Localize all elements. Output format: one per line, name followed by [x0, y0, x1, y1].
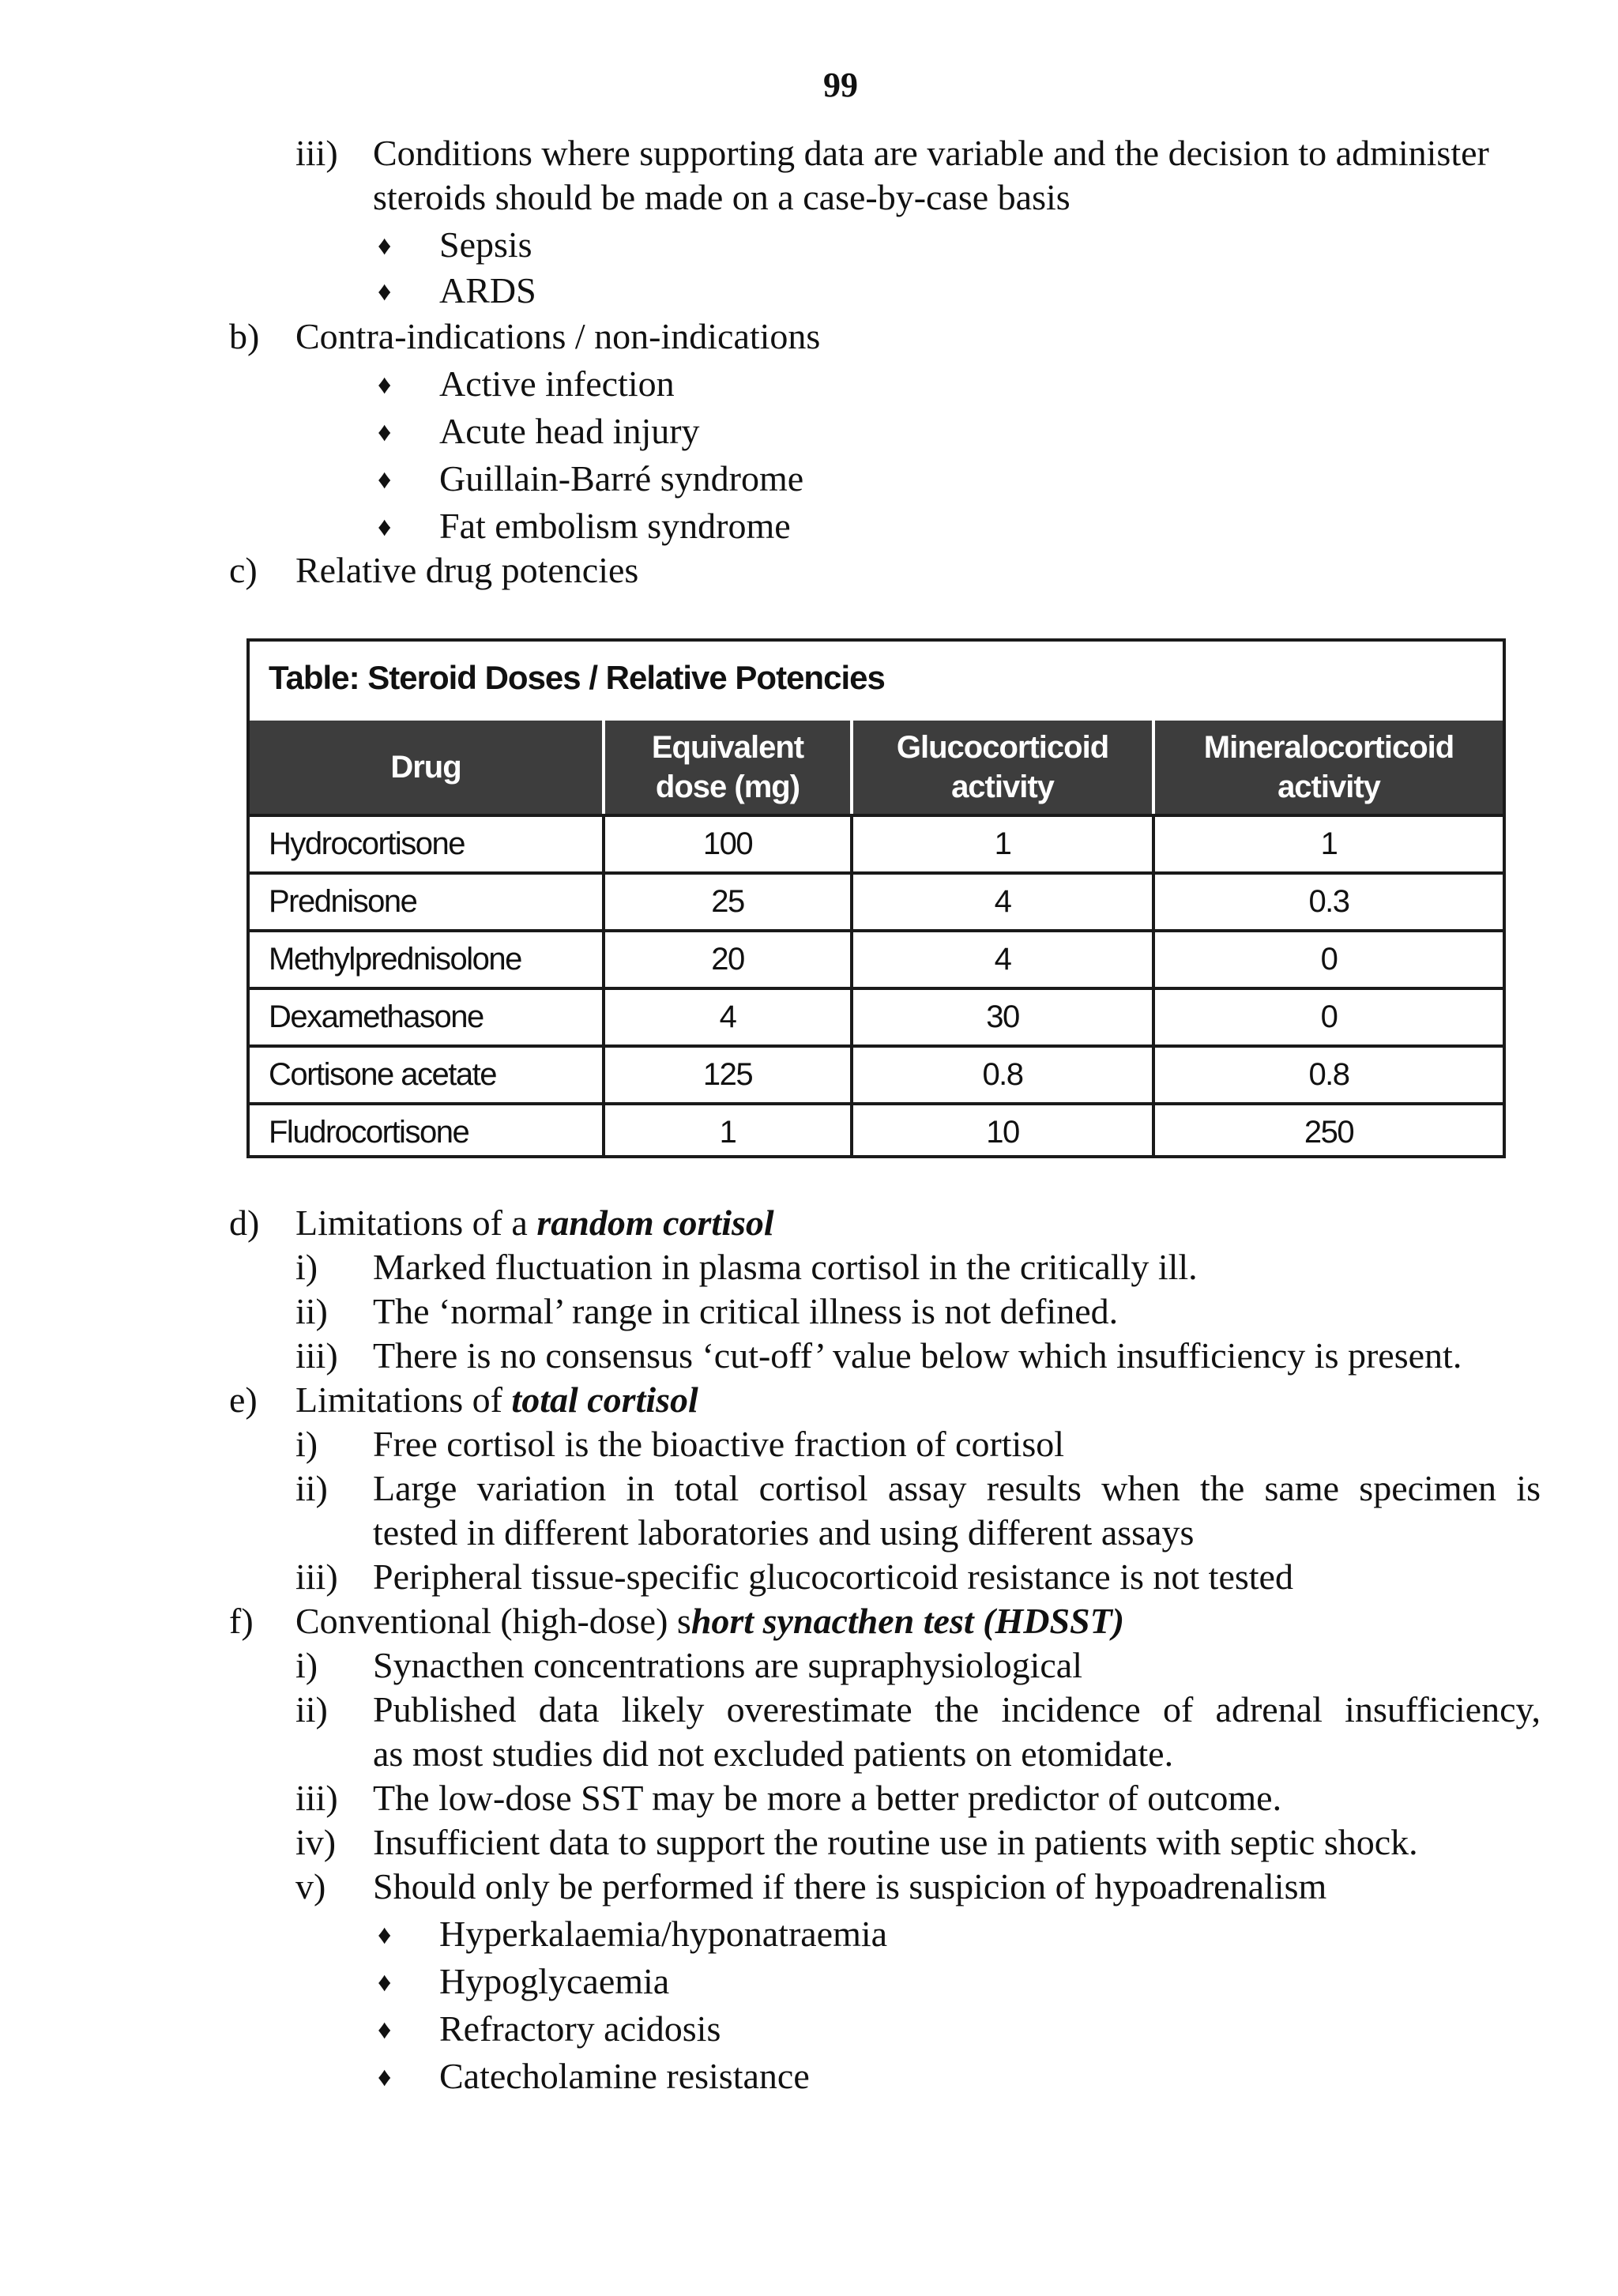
bullet-item: Fat embolism syndrome — [439, 506, 791, 546]
drug-cell: Methylprednisolone — [269, 942, 521, 977]
drug-cell: Prednisone — [269, 884, 417, 919]
diamond-bullet-icon: ♦ — [378, 513, 392, 542]
list-label: ii) — [295, 1689, 328, 1730]
diamond-bullet-icon: ♦ — [378, 277, 392, 307]
dose-cell: 100 — [702, 826, 753, 861]
diamond-bullet-icon: ♦ — [378, 418, 392, 447]
gluco-cell: 4 — [994, 884, 1011, 919]
section-title: Limitations of a random cortisol — [295, 1203, 774, 1243]
dose-cell: 20 — [711, 942, 744, 977]
list-label: i) — [295, 1247, 318, 1287]
gluco-cell: 1 — [994, 826, 1011, 861]
bullet-item: Hypoglycaemia — [439, 1961, 670, 2001]
list-item-text: Conditions where supporting data are variable and the decision to administer — [373, 133, 1489, 173]
dose-cell: 4 — [719, 999, 736, 1034]
table-row — [250, 1044, 1503, 1102]
list-item-text: The ‘normal’ range in critical illness is not defined. — [373, 1291, 1119, 1331]
dose-cell: 125 — [702, 1057, 753, 1092]
diamond-bullet-icon: ♦ — [378, 465, 392, 495]
header-drug: Drug — [390, 750, 461, 785]
list-label: iii) — [295, 133, 338, 173]
table-row — [250, 871, 1503, 929]
list-item-text: Peripheral tissue-specific glucocorticoid resistance is not tested — [373, 1556, 1293, 1597]
header-mineralocorticoid: Mineralocorticoid activity — [1203, 730, 1454, 804]
gluco-cell: 0.8 — [982, 1057, 1023, 1092]
list-label: ii) — [295, 1468, 328, 1508]
bullet-item: Catecholamine resistance — [439, 2056, 810, 2096]
list-label: ii) — [295, 1291, 328, 1331]
section-label: e) — [229, 1379, 258, 1420]
gluco-cell: 10 — [986, 1115, 1019, 1150]
list-item-text: tested in different laboratories and using different assays — [373, 1512, 1195, 1553]
diamond-bullet-icon: ♦ — [378, 2063, 392, 2092]
bullet-item: Guillain-Barré syndrome — [439, 458, 804, 499]
list-label: v) — [295, 1866, 326, 1906]
list-label: iii) — [295, 1778, 338, 1818]
list-item-text: Insufficient data to support the routine use in patients with septic shock. — [373, 1822, 1418, 1862]
list-item-text: Should only be performed if there is suspicion of hypoadrenalism — [373, 1866, 1327, 1906]
bullet-item: Active infection — [439, 363, 675, 404]
bullet-item: ARDS — [439, 270, 536, 311]
section-title: Contra-indications / non-indications — [295, 316, 821, 356]
bullet-item: Refractory acidosis — [439, 2008, 721, 2049]
drug-cell: Fludrocortisone — [269, 1115, 469, 1150]
list-item-text: The low-dose SST may be more a better predictor of outcome. — [373, 1778, 1282, 1818]
page-number: 99 — [823, 66, 858, 104]
list-label: iv) — [295, 1822, 337, 1862]
list-label: i) — [295, 1645, 318, 1685]
section-title: Limitations of total cortisol — [295, 1379, 698, 1420]
section-label: b) — [229, 316, 260, 356]
drug-cell: Cortisone acetate — [269, 1057, 497, 1092]
list-item-text: Marked fluctuation in plasma cortisol in the critically ill. — [373, 1247, 1198, 1287]
drug-cell: Dexamethasone — [269, 999, 484, 1034]
table-header-row — [250, 721, 1503, 814]
table-row — [250, 929, 1503, 987]
mineralo-cell: 0 — [1320, 942, 1338, 977]
header-equivalent-dose: Equivalent dose (mg) — [651, 730, 804, 804]
table-row — [250, 814, 1503, 871]
list-item-text: Large variation in total cortisol assay results when the same specimen is — [373, 1468, 1541, 1508]
list-item-text: as most studies did not excluded patients on etomidate. — [373, 1733, 1174, 1774]
mineralo-cell: 250 — [1304, 1115, 1354, 1150]
steroid-potency-table — [246, 638, 1506, 1158]
diamond-bullet-icon: ♦ — [378, 231, 392, 261]
diamond-bullet-icon: ♦ — [378, 1968, 392, 1997]
gluco-cell: 30 — [986, 999, 1019, 1034]
dose-cell: 25 — [711, 884, 744, 919]
table-title: Table: Steroid Doses / Relative Potencies — [269, 659, 885, 696]
list-label: iii) — [295, 1556, 338, 1597]
diamond-bullet-icon: ♦ — [378, 1921, 392, 1950]
list-label: i) — [295, 1424, 318, 1464]
table-row — [250, 987, 1503, 1044]
bullet-item: Acute head injury — [439, 411, 700, 451]
diamond-bullet-icon: ♦ — [378, 2016, 392, 2045]
list-item-text: Synacthen concentrations are supraphysiological — [373, 1645, 1082, 1685]
list-item-text: Published data likely overestimate the incidence of adrenal insufficiency, — [373, 1689, 1541, 1730]
drug-cell: Hydrocortisone — [269, 826, 465, 861]
list-item-text: There is no consensus ‘cut-off’ value below which insufficiency is present. — [373, 1335, 1462, 1376]
mineralo-cell: 0 — [1320, 999, 1338, 1034]
mineralo-cell: 1 — [1320, 826, 1338, 861]
section-label: f) — [229, 1601, 254, 1641]
list-item-text: steroids should be made on a case-by-case basis — [373, 177, 1071, 217]
section-title: Relative drug potencies — [295, 550, 639, 590]
header-glucocorticoid: Glucocorticoid activity — [896, 730, 1109, 804]
dose-cell: 1 — [719, 1115, 736, 1150]
list-label: iii) — [295, 1335, 338, 1376]
section-label: c) — [229, 550, 258, 590]
list-item-text: Free cortisol is the bioactive fraction of cortisol — [373, 1424, 1065, 1464]
bullet-item: Sepsis — [439, 224, 532, 265]
mineralo-cell: 0.8 — [1308, 1057, 1349, 1092]
section-title: Conventional (high-dose) short synacthen test (HDSST) — [295, 1601, 1125, 1641]
diamond-bullet-icon: ♦ — [378, 371, 392, 400]
section-label: d) — [229, 1203, 260, 1243]
bullet-item: Hyperkalaemia/hyponatraemia — [439, 1914, 888, 1954]
mineralo-cell: 0.3 — [1308, 884, 1349, 919]
table-row — [250, 1102, 1503, 1160]
gluco-cell: 4 — [994, 942, 1011, 977]
